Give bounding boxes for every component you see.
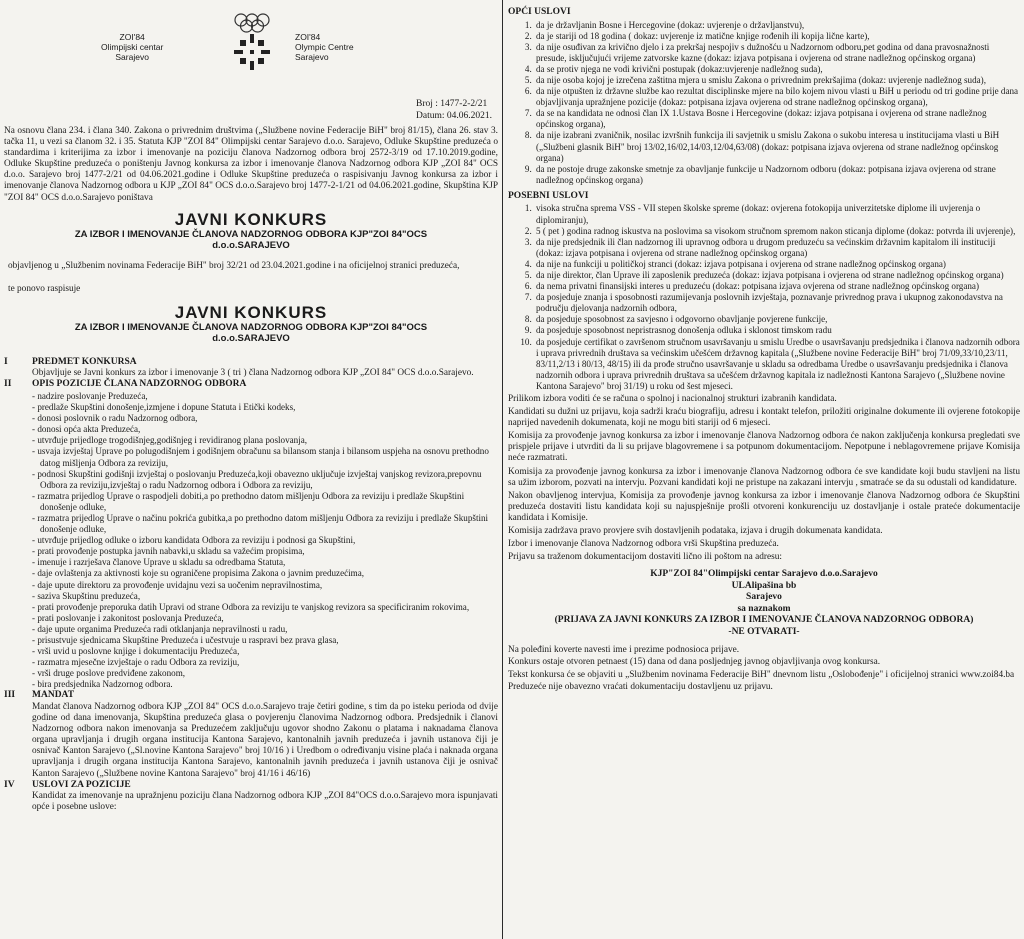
paragraph: Na poleđini koverte navesti ime i prezime podnosioca prijave. [508,645,740,656]
list-item: - usvaja izvještaj Uprave po polugodišnjem i godišnjem obračunu sa bilansom stanja i bilansom uspjeha na osnovu prethodno datog mišljenja Odbora za reviziju, [32,446,498,468]
section-number: IV [4,779,15,790]
list-item: 2. 5 ( pet ) godina radnog iskustva na poslovima sa visokom stručnom spremom nakon sticanja diplome (dokaz: potvrda ili uvjerenje), [534,226,1020,237]
subtitle-new-2: d.o.o.SARAJEVO [212,333,290,345]
list-item: - prati provođenje postupka javnih nabavki,u skladu sa važećim propisima, [32,546,498,557]
list-item: - donosi poslovnik o radu Nadzornog odbora, [32,413,498,424]
subtitle-cancelled-1: ZA IZBOR I IMENOVANJE ČLANOVA NADZORNOG ODBORA KJP"ZOI 84"OCS [74,228,428,240]
list-item: 7. da posjeduje znanja i sposobnosti razumijevanja poslovnih izvještaja, poznavanje privrednog prava i ukupnog zakonodavstva na području djelovanja nadzornih odbora, [534,292,1020,314]
reference-number: Broj : 1477-2-2/21 [416,99,488,109]
section-text: Mandat članova Nadzornog odbora KJP „ZOI 84" OCS d.o.o.Sarajevo traje četiri godine, s tim da po isteku perioda od dvije godine od dana imenovanja, Skupština preduzeća glasa o povjerenju članovima Nadzornog odbora. Predsjednik i članovi Nadzornog odbora nakon imenovanja sa Preduzećem zaključuju ugovor shodno Zakonu o platama i naknadama članova organa upravljanja i drugih organa institucija Kantona Sarajevo, kantonalnih javnih preduzeća i javnih ustanova čiji je osnivač Kanton Sarajevo („Sl.novine Kantona Sarajevo" broj 10/16 ) i Uredbom o određivanju visine plaća i naknada organa upravljanja i drugih organa institucija Kantona Sarajevo, kantonalnih javnih preduzeća i javnih ustanova čiji je osnivač Kanton Sarajevo („Službene novine Kantona Sarajevo" broj 41/16 i 46/16) [32,701,498,779]
list-item: 2. da je stariji od 18 godina ( dokaz: uvjerenje iz matične knjige rođenih ili kopija lične karte), [534,31,1020,42]
list-item: - daje upute organima Preduzeća radi otklanjanja nepravilnosti u radu, [32,624,498,635]
list-item: - utvrđuje prijedloge trogodišnjeg,godišnjeg i revidiranog plana poslovanja, [32,435,498,446]
paragraph: Prijavu sa traženom dokumentacijom dostaviti lično ili poštom na adresu: [508,552,782,563]
list-item: - bira predsjednika Nadzornog odbora. [32,679,498,690]
list-item: 3. da nije osuđivan za krivično djelo i za prekršaj nespojiv s dužnošću u Nadzornom odboru,pet godina od dana pravosnažnosti presude, isključujući vrijeme zatvorske kazne (dokaz: izjava potpisana i ovjerena od strane nadležnog općinskog organa) [534,42,1020,64]
subtitle-new-1: ZA IZBOR I IMENOVANJE ČLANOVA NADZORNOG ODBORA KJP"ZOI 84"OCS [74,321,428,333]
list-item: - donosi opća akta Preduzeća, [32,424,498,435]
section-number: II [4,379,12,390]
address-line: sa naznakom [737,603,791,614]
list-item: 6. da nije otpušten iz državne službe kao rezultat disciplinske mjere na bilo kojem nivou vlasti u BiH u periodu od tri godine prije dana objavljivanja upražnjene pozicije (dokaz: potpisana izjava ovjerena od strane nadležnog općinskog organa), [534,86,1020,108]
list-item: 1. da je državljanin Bosne i Hercegovine (dokaz: uvjerenje o državljanstvu), [534,20,1020,31]
address-line: (PRIJAVA ZA JAVNI KONKURS ZA IZBOR I IMENOVANJE ČLANOVA NADZORNOG ODBORA) [554,615,974,626]
org-right-line: Sarajevo [295,52,329,62]
org-name-bosnian [101,32,163,62]
closing-notes [508,645,1020,692]
paragraph: Komisija zadržava pravo provjere svih dostavljenih podataka, izjava i drugih dokumenata kandidata. [508,526,883,537]
column-divider [502,0,503,939]
list-item: - daje ovlaštenja za aktivnosti koje su ograničene propisima Zakona o javnim preduzećima, [32,568,498,579]
section-text: Kandidat za imenovanje na upražnjenu poziciju člana Nadzornog odbora KJP „ZOI 84"OCS d.o.o.Sarajevo mora ispunjavati opće i posebne uslove: [32,791,498,813]
list-item: 4. da se protiv njega ne vodi krivični postupak (dokaz:uvjerenje nadležnog suda), [534,64,1020,75]
section-number: I [4,356,8,367]
section-heading [4,780,498,792]
duties-list [4,391,498,691]
paragraph: Komisija za provođenje javnog konkursa za izbor i imenovanje članova Nadzornog odbora će nakon zaključenja konkursa pregledati sve prispjele prijave i utvrditi da li su prijave blagovremene i sa potpunom dokumentacijom. Nepotpune i neblagovremene prijave Komisija neće razmatrati. [508,431,1020,464]
procedure-paragraphs [508,394,1020,563]
list-item: 7. da se na kandidata ne odnosi član IX 1.Ustava Bosne i Hercegovine (dokaz: izjava potpisana i ovjerena od strane nadležnog općinskog organa), [534,108,1020,130]
zoi84-logo-icon [233,12,271,74]
letterhead [4,0,498,92]
paragraph: Prilikom izbora voditi će se računa o spolnoj i nacionalnoj strukturi izabranih kandidata. [508,394,837,404]
list-item: - vrši uvid u poslovne knjige i dokumentaciju Preduzeća, [32,646,498,657]
intro-paragraph: Na osnovu člana 234. i člana 340. Zakona o privrednim društvima („Službene novine Federacije BiH" broj 81/15), člana 26. stav 3. tačka 11, u vezi sa članom 32. i 35. Statuta KJP "ZOI 84" Olimpijski centar Sarajevo d.o.o. Sarajevo, Odluke Skupštine preduzeća o standardima i kriterijima za izbor i imenovanje na poziciju članova Nadzornog odbora broj 2572-3/19 od 17.10.2019.godine, Odluke Skupštine preduzeća o poništenju Javnog konkursa za izbor i imenovanje članova Nadzornog odbora KJP „ZOI 84" OCS d.o.o. Sarajevo broj 1477-2/21 od 04.06.2021.godine i Odluke Skupštine preduzeća o raspisivanju Javnog konkursa za izbor i imenovanje članova Nadzornog odbora u KJP „ZOI 84" OCS d.o.o.Sarajevo broj 1477-2-1/21 od 04.06.2021.godine, Skupština KJP "ZOI 84" OCS d.o.o.Sarajevo poništava [4,126,498,203]
paragraph: Kandidati su dužni uz prijavu, koja sadrži kraću biografiju, adresu i kontakt telefon, priložiti originalne dokumente ili ovjerene fotokopije naprijed navedenih dokumenata, koji ne mogu biti stariji od 6 mjeseci. [508,407,1020,429]
org-right-line: ZOI'84 [295,32,321,42]
paragraph: Komisija za provođenje javnog konkursa za izbor i imenovanje članova Nadzornog odbora će sve kandidate koji budu stavljeni na listu sa užim izborom, pozvati na intervju. Pozvani kandidati koji ne pristupe na zakazani intervju , smatraće se da su odustali od kandidature. [508,466,1020,488]
section-heading [4,690,498,702]
title-new: JAVNI KONKURS [174,302,328,322]
special-conditions-list [508,203,1020,392]
section-text: Objavljuje se Javni konkurs za izbor i imenovanje 3 ( tri ) člana Nadzornog odbora KJP „ZOI 84" OCS d.o.o.Sarajevo. [32,368,474,379]
published-note: objavljenog u „Službenim novinama Federacije BiH" broj 32/21 od 23.04.2021.godine i na oficijelnoj stranici preduzeća, [8,260,460,271]
list-item: 5. da nije direktor, član Uprave ili zaposlenik preduzeća (dokaz: izjava potpisana i ovjerena od strane nadležnog općinskog organa) [534,270,1020,281]
paragraph: Konkurs ostaje otvoren petnaest (15) dana od dana posljednjeg javnog objavljivanja ovog konkursa. [508,657,881,668]
list-item: - imenuje i razrješava članove Uprave u skladu sa odredbama Statuta, [32,557,498,568]
list-item: 4. da nije na funkciji u političkoj stranci (dokaz: izjava potpisana i ovjerena od strane nadležnog općinskog organa) [534,259,1020,270]
special-conditions-heading: POSEBNI USLOVI [508,190,589,201]
right-column [508,0,1020,939]
list-item: - nadzire poslovanje Preduzeća, [32,391,498,402]
list-item: - daje upute direktoru za provođenje uvidajnu vezi sa uočenim nepravilnostima, [32,580,498,591]
reissue-note: te ponovo raspisuje [8,283,81,294]
section-number: III [4,690,16,701]
list-item: - razmatra prijedlog Uprave o raspodjeli dobiti,a po prethodno datom mišljenju Odbora za reviziju i predlaže Skupštini donošenje odluke, [32,491,498,513]
list-item: - podnosi Skupštini godišnji izvještaj o poslovanju Preduzeća,koji obavezno uključuje izvještaj vanjskog revizora,prepovnu Odbora za reviziju,izvještaj o radu Nadzornog odbora i Odbora za reviziju, [32,469,498,491]
org-left-line: ZOI'84 [119,32,145,42]
list-item: 8. da posjeduje sposobnost za savjesno i odgovorno obavljanje povjerene funkcije, [534,314,1020,325]
list-item: 3. da nije predsjednik ili član nadzornog ili upravnog odbora u drugom preduzeću sa većinskim državnim kapitalom ili instituciji (dokaz: izjava potpisana i ovjerena od strane nadležnog općinskog organa) [534,237,1020,259]
address-line: ULAlipašina bb [731,580,797,591]
list-item: - prati provođenje preporuka datih Upravi od strane Odbora za reviziju te vanjskog revizora sa specificiranim rokovima, [32,602,498,613]
org-name-english [295,32,354,62]
list-item: - razmatra mjesečne izvještaje o radu Odbora za reviziju, [32,657,498,668]
org-right-line: Olympic Centre [295,42,354,52]
mailing-address [508,569,1020,638]
paragraph: Tekst konkursa će se objaviti u „Službenim novinama Federacije BiH" dnevnom listu „Oslobođenje" i oficijelnoj stranici www.zoi84.ba [508,669,1015,680]
list-item: - razmatra prijedlog Uprave o načinu pokrića gubitka,a po prethodno datom mišljenju Odbora za reviziju i predlaže Skupštini donošenje odluke, [32,513,498,535]
list-item: - prisustvuje sjednicama Skupštine Preduzeća i učestvuje u raspravi bez prava glasa, [32,635,498,646]
address-line: KJP"ZOI 84"Olimpijski centar Sarajevo d.o.o.Sarajevo [650,569,878,580]
section-title: OPIS POZICIJE ČLANA NADZORNOG ODBORA [32,379,247,390]
list-item: 10. da posjeduje certifikat o završenom stručnom usavršavanju u smislu Uredbe o usavršavanju predsjednika i članova nadzornih odbora i uprava privrednih društava sa većinskim učešćem državnog kapitala („Službene novine Federacije BiH" broj 71/09,33/10,23/11, 83/11,2/13 i 80/13, 48/15) ili da prođe stručno usavršavanje u skladu sa odredbama Uredbe o usavršavanju predsjednika i članova nadzornih odbora i uprava privrednih društava sa učešćem državnog kapitala iz nadležnosti Kantona Sarajevo („Službene novine Kantona Sarajevo" broj 31/19) u roku od šest mjeseci. [534,337,1020,392]
paragraph: Nakon obavljenog intervjua, Komisija za provođenje javnog konkursa za izbor i imenovanje članova Nadzornog odbora će Skupštini preduzeća dostaviti listu kandidata koji su najuspješnije prošli otvoreni konkurenciju uz dostavljanje i ostale prateće dokumentacije kandidata i Komisije. [508,490,1020,523]
list-item: 9. da ne postoje druge zakonske smetnje za obavljanje funkcije u Nadzornom odboru (dokaz: potpisana izjava ovjerena od strane nadležnog općinskog organa) [534,164,1020,186]
address-line: Sarajevo [746,592,782,603]
section-heading [4,379,498,391]
section-title: PREDMET KONKURSA [32,356,137,367]
general-conditions-heading: OPĆI USLOVI [508,7,571,17]
reference-date: Datum: 04.06.2021. [416,111,492,121]
list-item: 5. da nije osoba kojoj je izrečena zaštitna mjera u smislu Zakona o privrednim prekršajima (dokaz: uvjerenje nadležnog suda), [534,75,1020,86]
list-item: - utvrđuje prijedlog odluke o izboru kandidata Odbora za reviziju i podnosi ga Skupštini, [32,535,498,546]
reference-block [416,98,492,122]
paragraph: Preduzeće nije obavezno vraćati dokumentaciju dostavljenu uz prijavu. [508,681,773,692]
left-column [4,0,498,939]
paragraph: Izbor i imenovanje članova Nadzornog odbora vrši Skupština preduzeća. [508,539,779,550]
list-item: 1. visoka stručna sprema VSS - VII stepen školske spreme (dokaz: ovjerena fotokopija univerzitetske diplome ili uvjerenja o diplomiranju), [534,203,1020,225]
section-heading [4,357,498,369]
list-item: 8. da nije izabrani zvaničnik, nosilac izvršnih funkcija ili savjetnik u smislu Zakona o sukobu interesa u institucijama vlasti u BiH („Službeni glasnik BiH" broj 13/02,16/02,14/03,12/04,63/08) (dokaz: potpisana izjava ovjerena od strane nadležnog općinskog organa) [534,130,1020,163]
list-item: - prati poslovanje i zakonitost poslovanja Preduzeća, [32,613,498,624]
list-item: - saziva Skupštinu preduzeća, [32,591,498,602]
section-title: USLOVI ZA POZICIJE [32,779,131,790]
title-cancelled: JAVNI KONKURS [174,209,328,229]
org-left-line: Sarajevo [115,52,149,62]
subtitle-cancelled-2: d.o.o.SARAJEVO [212,240,290,252]
list-item: - predlaže Skupštini donošenje,izmjene i dopune Statuta i Etički kodeks, [32,402,498,413]
list-item: 6. da nema privatni finansijski interes u preduzeću (dokaz: potpisana izjava ovjerena od strane nadležnog općinskog organa) [534,281,1020,292]
list-item: - vrši druge poslove predviđene zakonom, [32,668,498,679]
org-left-line: Olimpijski centar [101,42,164,52]
general-conditions-list [508,20,1020,186]
section-title: MANDAT [32,690,75,701]
address-line: -NE OTVARATI- [728,626,800,637]
list-item: 9. da posjeduje sposobnost nepristrasnog donošenja odluka i sklonost timskom radu [534,325,1020,336]
